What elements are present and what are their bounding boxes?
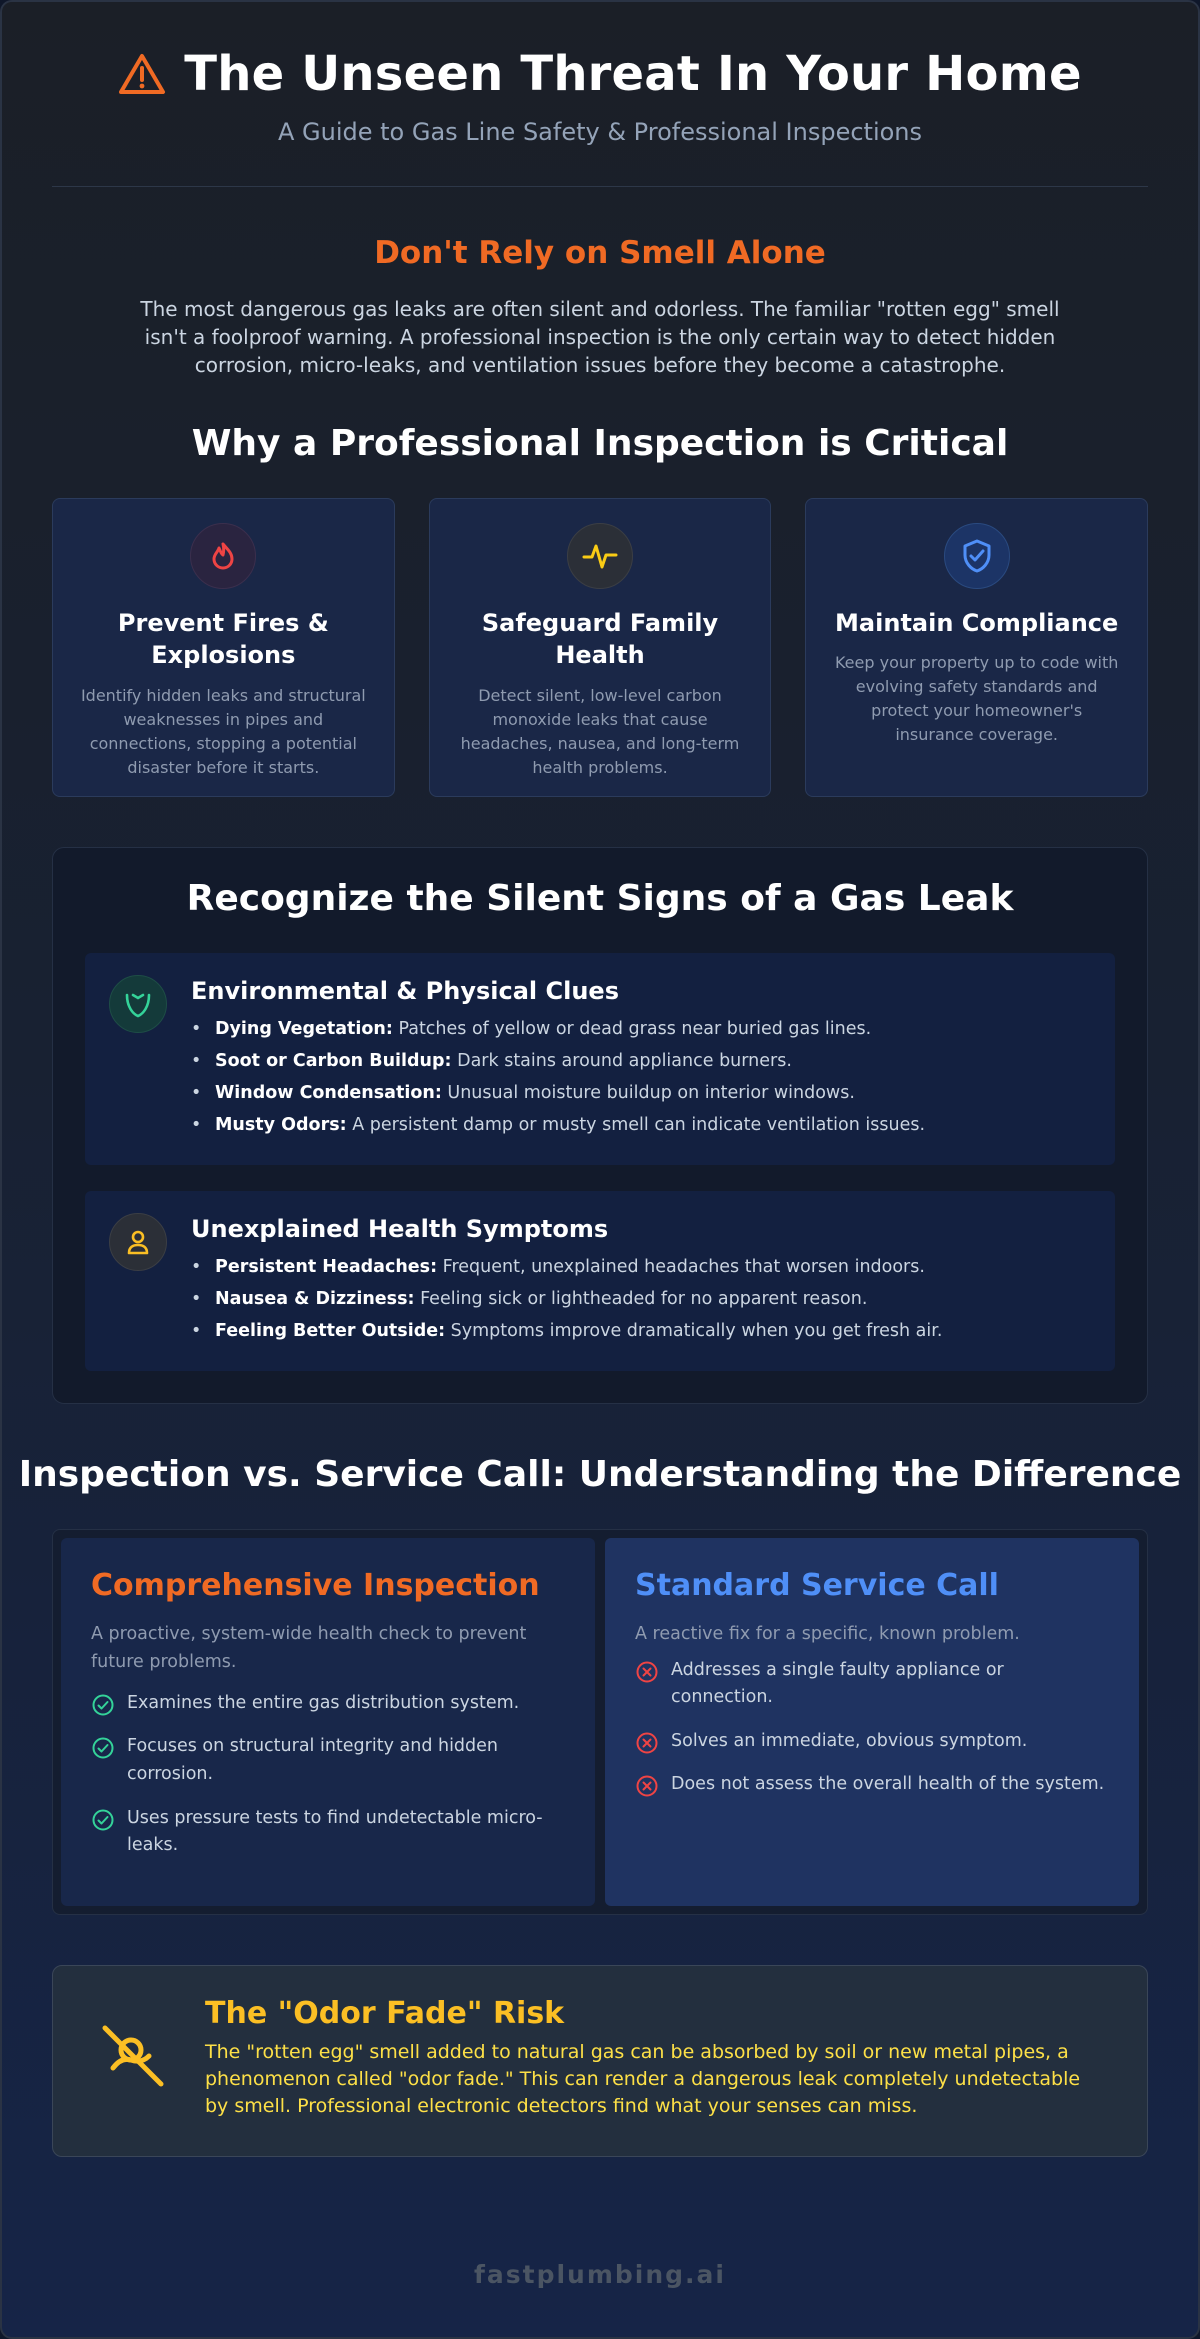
leak-signs-panel: [52, 847, 1148, 1404]
service-title: Standard Service Call: [635, 1568, 999, 1604]
item-text: Patches of yellow or dead grass near buried gas lines.: [392, 1019, 872, 1039]
shield-check-icon: [944, 523, 1010, 589]
health-body: [191, 1213, 942, 1371]
odor-fade-callout: [52, 1965, 1148, 2157]
item-label: Feeling Better Outside:: [215, 1321, 446, 1341]
list-item: [635, 1771, 1109, 1799]
list-item: [191, 1109, 925, 1141]
person-icon: [109, 1213, 167, 1271]
list-item: [191, 1315, 942, 1347]
item-text: Frequent, unexplained headaches that worsen indoors.: [437, 1257, 925, 1277]
odor-body: [205, 1996, 1107, 2156]
alert-text: The most dangerous gas leaks are often silent and odorless. The familiar "rotten egg" smell isn't a foolproof warning. A professional inspection is the only certain way to detect hidden corrosion, micro-leaks, and ventilation issues before they become a catastrophe.: [140, 297, 1060, 377]
item-text: Examines the entire gas distribution system.: [127, 1692, 520, 1713]
item-text: Addresses a single faulty appliance or connection.: [671, 1659, 1004, 1708]
heartbeat-icon: [567, 523, 633, 589]
check-circle-icon: [91, 1736, 115, 1760]
item-text: Symptoms improve dramatically when you get fresh air.: [445, 1321, 943, 1341]
compare-title: Inspection vs. Service Call: Understanding the Difference: [18, 1454, 1182, 1495]
environmental-clues: [85, 953, 1115, 1165]
x-circle-icon: [635, 1731, 659, 1755]
header-divider: [52, 186, 1148, 187]
inspection-title: Comprehensive Inspection: [91, 1568, 540, 1604]
item-text: Dark stains around appliance burners.: [451, 1051, 792, 1071]
benefit-cards: [52, 498, 1148, 797]
card-title: Prevent Fires & Explosions: [117, 609, 329, 670]
item-text: Unusual moisture buildup on interior windows.: [441, 1083, 855, 1103]
list-item: [191, 1283, 942, 1315]
footer-brand[interactable]: fastplumbing.ai: [474, 2260, 726, 2289]
benefit-card-health: [429, 498, 772, 797]
check-circle-icon: [91, 1693, 115, 1717]
service-list: [635, 1657, 1109, 1800]
leaf-icon: [109, 975, 167, 1033]
benefit-card-compliance: [805, 498, 1148, 797]
health-list: [191, 1251, 942, 1347]
item-label: Nausea & Dizziness:: [215, 1289, 415, 1309]
health-title: Unexplained Health Symptoms: [191, 1215, 609, 1243]
odor-title: The "Odor Fade" Risk: [205, 1996, 565, 2032]
card-text: Detect silent, low-level carbon monoxide leaks that cause headaches, nausea, and long-term health problems.: [460, 685, 740, 777]
card-text: Identify hidden leaks and structural weaknesses in pipes and connections, stopping a potential disaster before it starts.: [80, 685, 366, 777]
why-title: Why a Professional Inspection is Critical: [191, 423, 1009, 464]
environmental-title: Environmental & Physical Clues: [191, 977, 619, 1005]
item-text: Uses pressure tests to find undetectable micro-leaks.: [127, 1807, 543, 1856]
flame-icon: [190, 523, 256, 589]
card-title: Safeguard Family Health: [481, 609, 719, 670]
environmental-body: [191, 975, 925, 1165]
odor-text: The "rotten egg" smell added to natural gas can be absorbed by soil or new metal pipes, a phenomenon called "odor fade." This can render a dangerous leak completely undetectable by smell. Professional electronic detectors find what your senses can miss.: [205, 2041, 1081, 2118]
list-item: [635, 1728, 1109, 1756]
item-label: Musty Odors:: [215, 1115, 347, 1135]
signs-title: Recognize the Silent Signs of a Gas Leak: [186, 878, 1014, 919]
service-desc: A reactive fix for a specific, known problem.: [635, 1624, 1020, 1645]
list-item: [91, 1733, 565, 1788]
list-item: [91, 1690, 565, 1718]
list-item: [635, 1657, 1109, 1712]
list-item: [191, 1077, 925, 1109]
environmental-list: [191, 1013, 925, 1141]
card-title: Maintain Compliance: [835, 609, 1119, 637]
inspection-desc: A proactive, system-wide health check to prevent future problems.: [91, 1624, 527, 1672]
item-text: A persistent damp or musty smell can indicate ventilation issues.: [346, 1115, 926, 1135]
x-circle-icon: [635, 1774, 659, 1798]
item-label: Dying Vegetation:: [215, 1019, 393, 1039]
item-text: Does not assess the overall health of the system.: [671, 1774, 1105, 1795]
header: [2, 2, 1198, 146]
card-text: Keep your property up to code with evolving safety standards and protect your homeowner's insurance coverage.: [834, 653, 1119, 745]
item-label: Persistent Headaches:: [215, 1257, 438, 1277]
item-text: Focuses on structural integrity and hidden corrosion.: [127, 1736, 499, 1784]
item-text: Solves an immediate, obvious symptom.: [671, 1730, 1028, 1751]
inspection-list: [91, 1690, 565, 1860]
comparison-table: [52, 1529, 1148, 1915]
benefit-card-fires: [52, 498, 395, 797]
warning-triangle-icon: [118, 52, 166, 96]
list-item: [91, 1805, 565, 1860]
check-circle-icon: [91, 1808, 115, 1832]
smell-alert: [2, 235, 1198, 379]
title-row: [2, 46, 1198, 102]
item-label: Soot or Carbon Buildup:: [215, 1051, 452, 1071]
list-item: [191, 1013, 925, 1045]
no-smell-icon: [97, 2020, 169, 2092]
health-symptoms: [85, 1191, 1115, 1371]
item-text: Feeling sick or lightheaded for no apparent reason.: [414, 1289, 868, 1309]
alert-title: Don't Rely on Smell Alone: [374, 235, 826, 271]
page-subtitle: A Guide to Gas Line Safety & Professional Inspections: [277, 118, 923, 146]
item-label: Window Condensation:: [215, 1083, 442, 1103]
page-title: The Unseen Threat In Your Home: [184, 46, 1082, 102]
service-column: [605, 1538, 1139, 1906]
x-circle-icon: [635, 1660, 659, 1684]
list-item: [191, 1251, 942, 1283]
inspection-column: [61, 1538, 595, 1906]
list-item: [191, 1045, 925, 1077]
